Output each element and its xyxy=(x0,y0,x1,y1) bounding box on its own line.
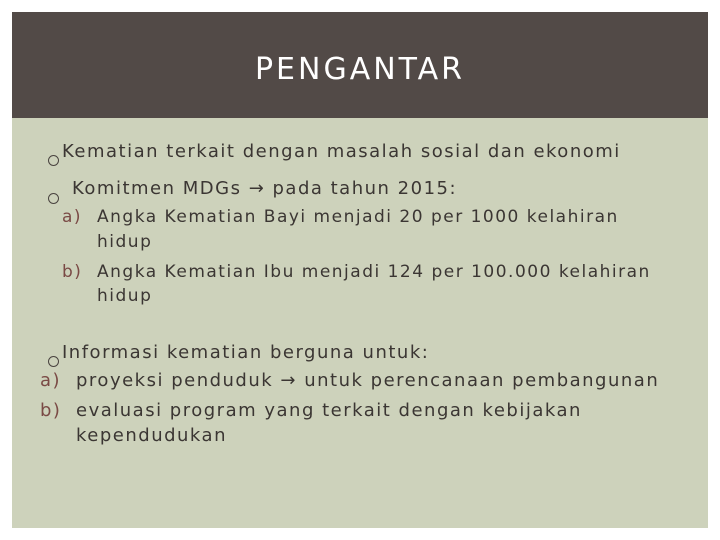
sub-item-text: Angka Kematian Ibu menjadi 124 per 100.000 kelahiran xyxy=(97,262,651,282)
sub-item-text-continuation: hidup xyxy=(97,286,153,306)
sub-item-text: Angka Kematian Bayi menjadi 20 per 1000 kelahiran xyxy=(97,207,619,227)
sub-item-marker: b) xyxy=(62,262,83,282)
slide xyxy=(12,12,708,528)
bullet-text: Kematian terkait dengan masalah sosial dan ekonomi xyxy=(62,141,621,162)
bullet-icon xyxy=(48,193,59,204)
sub-item-text: evaluasi program yang terkait dengan kebijakan xyxy=(76,400,582,421)
sub-item-text-continuation: kependudukan xyxy=(76,425,227,446)
bullet-icon xyxy=(48,155,59,166)
slide-content xyxy=(12,12,708,528)
bullet-text: Komitmen MDGs → pada tahun 2015: xyxy=(72,178,458,199)
slide-title: PENGANTAR xyxy=(254,52,466,87)
sub-item-marker: b) xyxy=(40,400,62,421)
sub-item-marker: a) xyxy=(62,207,83,227)
bullet-icon xyxy=(48,356,59,367)
bullet-text: Informasi kematian berguna untuk: xyxy=(62,342,430,363)
sub-item-text: proyeksi penduduk → untuk perencanaan pembangunan xyxy=(76,370,660,391)
sub-item-marker: a) xyxy=(40,370,62,391)
sub-item-text-continuation: hidup xyxy=(97,232,153,252)
